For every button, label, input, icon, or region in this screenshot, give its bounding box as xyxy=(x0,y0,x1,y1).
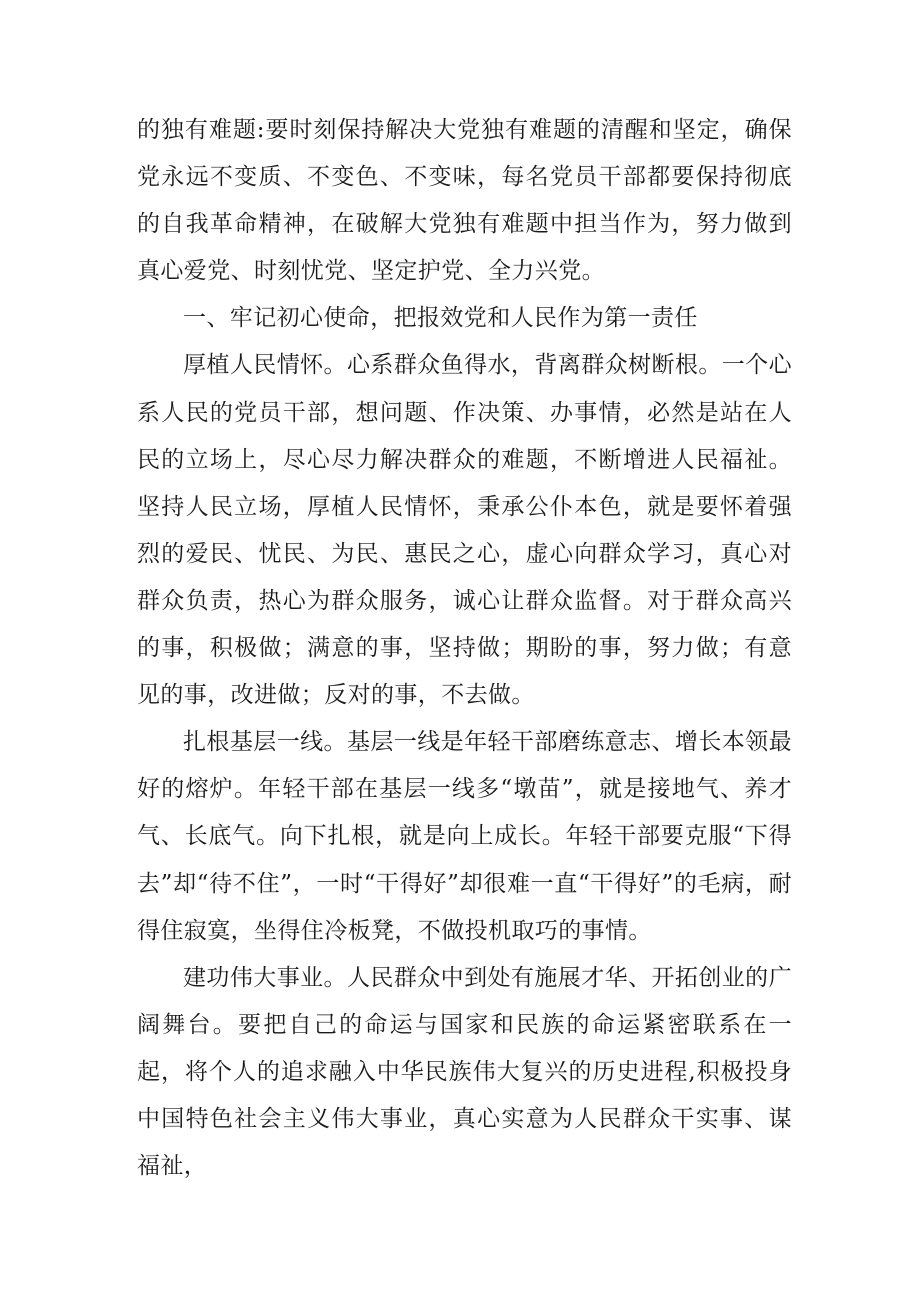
paragraph-grassroots: 扎根基层一线。基层一线是年轻干部磨练意志、增长本领最好的熔炉。年轻干部在基层一线多“墩苗”，就是接地气、养才气、长底气。向下扎根，就是向上成长。年轻干部要克服“下得去”却“待不住”，一时“干得好”却很难一直“干得好”的毛病，耐得住寂寞，坐得住冷板凳，不做投机取巧的事情。 xyxy=(137,729,792,944)
document-body xyxy=(137,107,792,1190)
section-heading: 一、牢记初心使命，把报效党和人民作为第一责任 xyxy=(183,305,698,332)
paragraph-continuation: 的独有难题:要时刻保持解决大党独有难题的清醒和坚定，确保党永远不变质、不变色、不变味，每名党员干部都要保持彻底的自我革命精神，在破解大党独有难题中担当作为，努力做到真心爱党、时刻忧党、坚定护党、全力兴党。 xyxy=(137,117,792,285)
paragraph-great-cause: 建功伟大事业。人民群众中到处有施展才华、开拓创业的广阔舞台。要把自己的命运与国家和民族的命运紧密联系在一起，将个人的追求融入中华民族伟大复兴的历史进程,积极投身中国特色社会主义伟大事业，真心实意为人民群众干实事、谋福祉， xyxy=(137,964,792,1180)
paragraph-people-feelings: 厚植人民情怀。心系群众鱼得水，背离群众树断根。一个心系人民的党员干部，想问题、作决策、办事情，必然是站在人民的立场上，尽心尽力解决群众的难题，不断增进人民福祉。坚持人民立场，厚植人民情怀，秉承公仆本色，就是要怀着强烈的爱民、忧民、为民、惠民之心，虚心向群众学习，真心对群众负责，热心为群众服务，诚心让群众监督。对于群众高兴的事，积极做；满意的事，坚持做；期盼的事，努力做；有意见的事，改进做；反对的事，不去做。 xyxy=(137,352,792,709)
